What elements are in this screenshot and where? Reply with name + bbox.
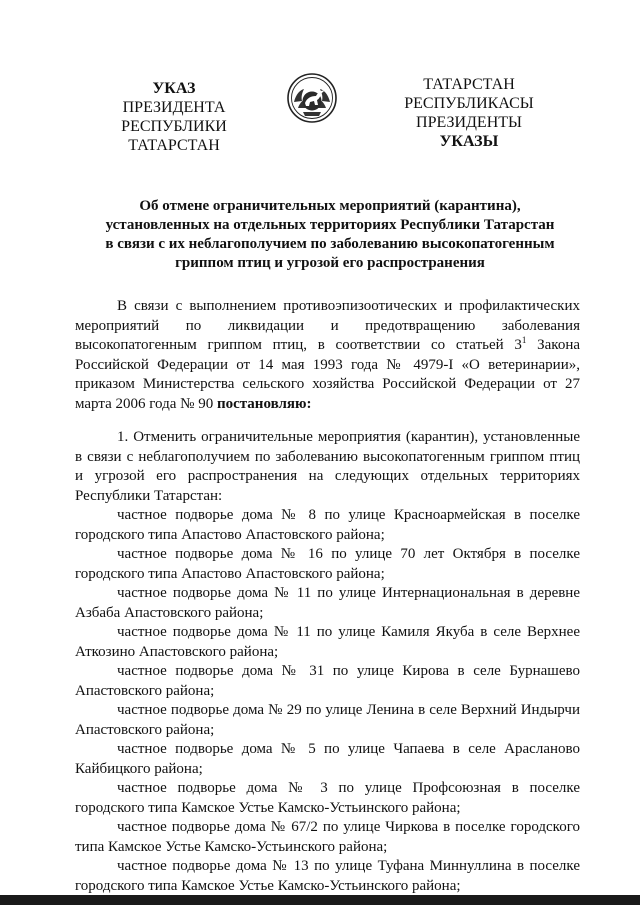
header-left-line3: РЕСПУБЛИКИ ТАТАРСТАН — [121, 118, 227, 154]
title-line: установленных на отдельных территориях Республики Татарстан — [105, 217, 555, 233]
list-item: частное подворье дома № 11 по улице Интернациональная в деревне Азбаба Апастовского района; — [75, 585, 580, 621]
list-item: частное подворье дома № 5 по улице Чапаева в селе Арасланово Кайбицкого района; — [75, 741, 580, 777]
list-item: частное подворье дома № 13 по улице Туфана Миннуллина в поселке городского типа Камское Устье Камско-Устьинского района; — [75, 858, 580, 894]
title-line: в связи с их неблагополучием по заболеванию высокопатогенным — [105, 236, 555, 252]
header-right-line1: ТАТАРСТАН РЕСПУБЛИКАСЫ — [404, 76, 534, 112]
list-item: частное подворье дома № 8 по улице Красноармейская в поселке городского типа Апастово Апастовского района; — [75, 507, 580, 543]
header-left-title: УКАЗ — [152, 80, 196, 97]
coat-of-arms-icon — [286, 72, 338, 124]
list-item: частное подворье дома № 16 по улице 70 лет Октября в поселке городского типа Апастово Апастовского района; — [75, 546, 580, 582]
preamble-text-start: В связи с выполнением противоэпизоотических и профилактических мероприятий по ликвидации и предотвращению заболевания высокопатогенным гриппом птиц, в соответствии со статьей 3 — [75, 298, 580, 353]
header-left-block — [76, 79, 272, 155]
title-line: гриппом птиц и угрозой его распространения — [175, 255, 485, 271]
list-item: частное подворье дома № 11 по улице Камиля Якуба в селе Верхнее Аткозино Апастовского района; — [75, 624, 580, 660]
title-line: Об отмене ограничительных мероприятий (карантина), — [139, 198, 521, 214]
preamble-text-end: Закона Российской Федерации от 14 мая 1993 года № 4979-I «О ветеринарии», приказом Министерства сельского хозяйства Российской Федерации от 27 марта 2006 года № 90 — [75, 337, 580, 412]
item1-intro: 1. Отменить ограничительные мероприятия (карантин), установленные в связи с неблагополучием по заболеванию высокопатогенным гриппом птиц и угрозой его распространения на следующих отдельных территориях Республики Татарстан: — [75, 429, 580, 504]
header-right-title: УКАЗЫ — [439, 133, 499, 150]
list-item: частное подворье дома № 67/2 по улице Чиркова в поселке городского типа Камское Устье Камско-Устьинского района; — [75, 819, 580, 855]
list-item: частное подворье дома № 31 по улице Кирова в селе Бурнашево Апастовского района; — [75, 663, 580, 699]
header-right-block — [362, 75, 576, 151]
scan-edge-divider — [0, 895, 640, 905]
list-item: частное подворье дома № 3 по улице Профсоюзная в поселке городского типа Камское Устье Камско-Устьинского района; — [75, 780, 580, 816]
decree-title — [80, 197, 580, 273]
list-item: частное подворье дома № 29 по улице Ленина в селе Верхний Индырчи Апастовского района; — [75, 702, 580, 738]
preamble-paragraph — [75, 297, 580, 414]
territory-list — [75, 506, 580, 896]
article-superscript: 1 — [521, 335, 527, 345]
decree-body — [75, 297, 580, 896]
header-right-line2: ПРЕЗИДЕНТЫ — [416, 114, 522, 131]
decree-word: постановляю: — [216, 395, 312, 412]
header-left-line2: ПРЕЗИДЕНТА — [122, 99, 226, 116]
